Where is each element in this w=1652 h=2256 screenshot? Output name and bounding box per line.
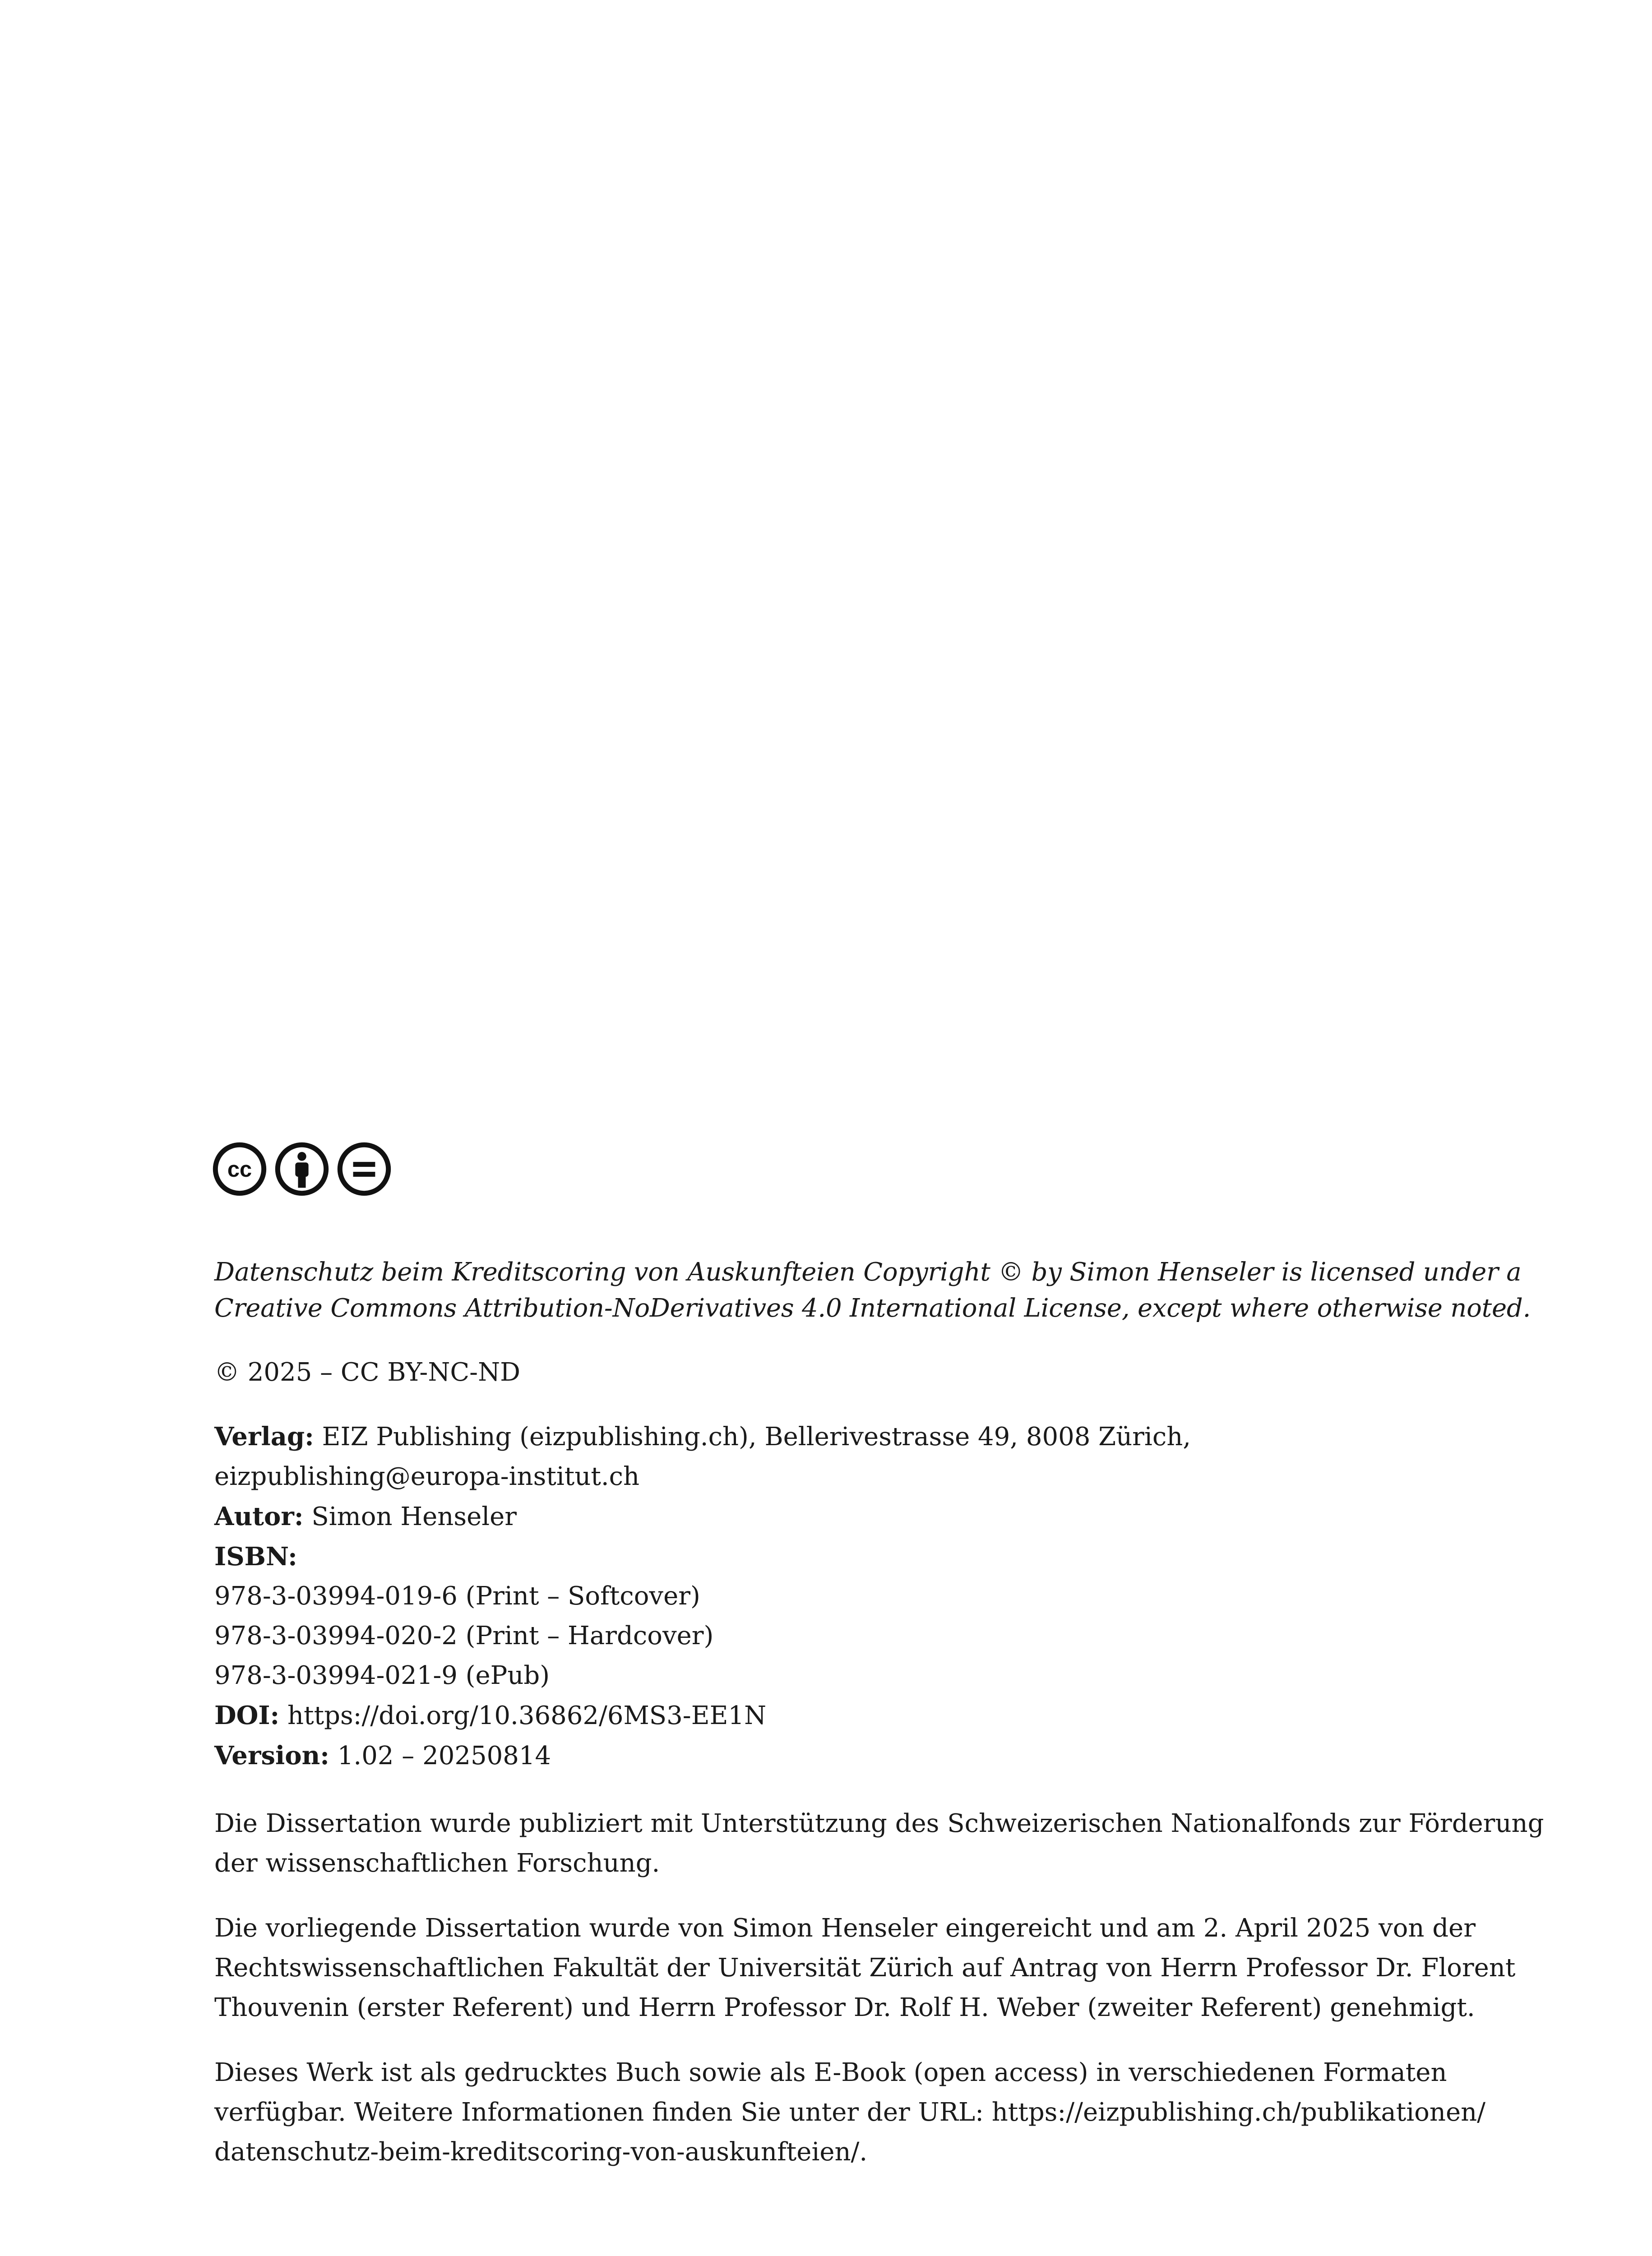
autor-line (214, 1497, 1460, 1537)
license-notice-line: Datenschutz beim Kreditscoring von Auskunfteien Copyright © by Simon Henseler is licensed under a (214, 1257, 1522, 1287)
doi-label: DOI: (214, 1701, 280, 1730)
verlag-value: EIZ Publishing (eizpublishing.ch), Bellerivestrasse 49, 8008 Zürich, (314, 1422, 1191, 1452)
verlag-email: eizpublishing@europa-institut.ch (214, 1462, 640, 1491)
imprint (214, 1417, 1460, 1776)
verlag-label: Verlag: (214, 1422, 314, 1452)
copyright-text: © 2025 – CC BY-NC-ND (214, 1358, 520, 1387)
isbn-item: 978-3-03994-019-6 (Print – Softcover) (214, 1581, 700, 1611)
approval-line: Thouvenin (erster Referent) und Herrn Professor Dr. Rolf H. Weber (zweiter Referent) genehmigt. (214, 1993, 1475, 2022)
funding-notice (214, 1804, 1544, 1883)
version-value: 1.02 – 20250814 (329, 1741, 551, 1771)
availability-notice (214, 2053, 1486, 2172)
doi-line (214, 1696, 1460, 1736)
svg-text:cc: cc (227, 1157, 252, 1182)
funding-line: der wissenschaftlichen Forschung. (214, 1849, 660, 1878)
autor-value: Simon Henseler (303, 1502, 517, 1531)
autor-label: Autor: (214, 1502, 304, 1531)
verlag-line (214, 1417, 1460, 1457)
version-label: Version: (214, 1741, 329, 1771)
license-notice (214, 1254, 1531, 1327)
availability-line: verfügbar. Weitere Informationen finden Sie unter der URL: https://eizpublishing.ch/publikationen/ (214, 2098, 1486, 2127)
isbn-item: 978-3-03994-020-2 (Print – Hardcover) (214, 1621, 714, 1650)
isbn-item: 978-3-03994-021-9 (ePub) (214, 1661, 550, 1690)
copyright-line (214, 1353, 1460, 1392)
by-person-icon (274, 1142, 329, 1197)
version-line (214, 1736, 1460, 1776)
nd-equals-icon (337, 1142, 392, 1197)
approval-line: Rechtswissenschaftlichen Fakultät der Universität Zürich auf Antrag von Herrn Professor Dr. Florent (214, 1953, 1516, 1983)
funding-line: Die Dissertation wurde publiziert mit Unterstützung des Schweizerischen Nationalfonds zur Förderung (214, 1809, 1544, 1838)
availability-line: datenschutz-beim-kreditscoring-von-auskunfteien/. (214, 2137, 868, 2167)
availability-line: Dieses Werk ist als gedrucktes Buch sowie als E-Book (open access) in verschiedenen Formaten (214, 2058, 1447, 2087)
isbn-label: ISBN: (214, 1542, 297, 1572)
license-notice-line: Creative Commons Attribution-NoDerivatives 4.0 International License, except where otherwise noted. (214, 1294, 1531, 1323)
license-icons (212, 1141, 392, 1197)
approval-line: Die vorliegende Dissertation wurde von Simon Henseler eingereicht und am 2. April 2025 von der (214, 1914, 1476, 1943)
cc-icon (212, 1142, 267, 1197)
approval-notice (214, 1909, 1516, 2028)
doi-value: https://doi.org/10.36862/6MS3-EE1N (279, 1701, 767, 1730)
